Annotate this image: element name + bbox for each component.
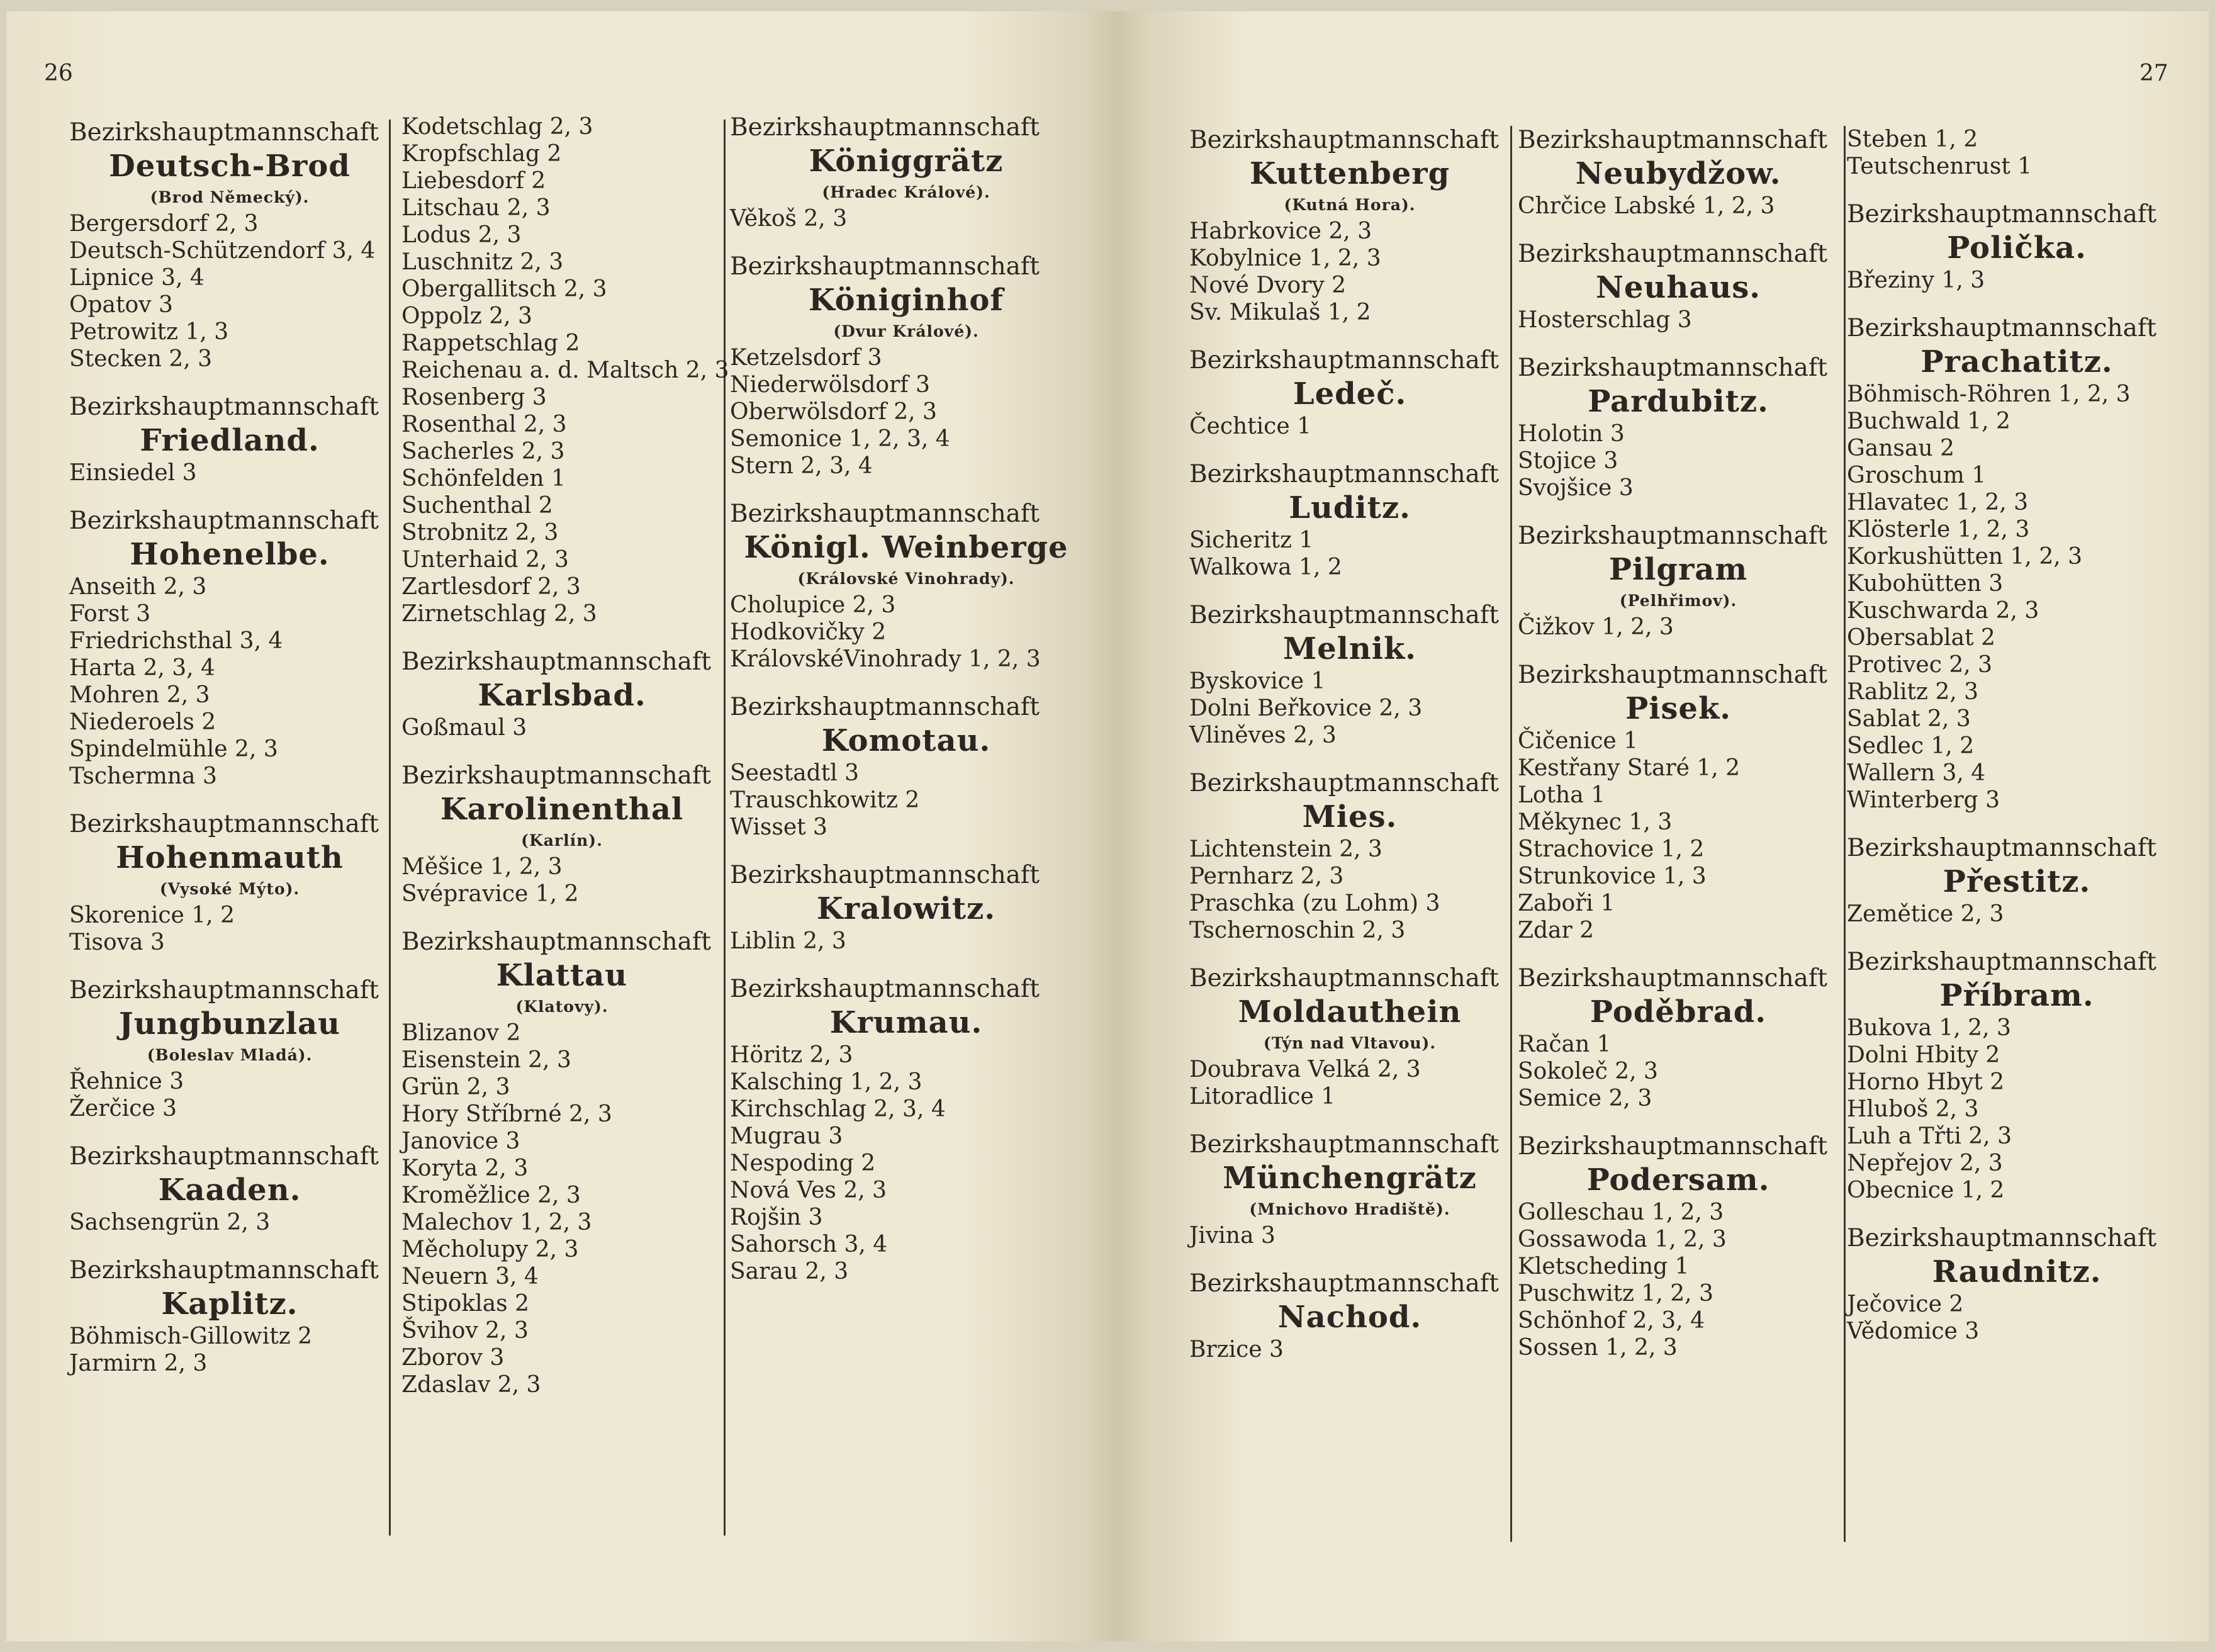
district-group bbox=[401, 761, 722, 907]
place-entry: Hluboš 2, 3 bbox=[1847, 1096, 1979, 1122]
place-entry: Holotin 3 bbox=[1518, 421, 1625, 447]
place-entry: Oberwölsdorf 2, 3 bbox=[730, 399, 937, 425]
district-czech-name: (Brod Německý). bbox=[150, 188, 310, 206]
district-czech-name: (Klatovy). bbox=[515, 997, 608, 1016]
place-entry: Měšice 1, 2, 3 bbox=[401, 854, 563, 880]
place-entry: Reichenau a. d. Maltsch 2, 3 bbox=[401, 357, 729, 383]
place-entry: Doubrava Velká 2, 3 bbox=[1189, 1057, 1421, 1082]
place-entry: Tschernoschin 2, 3 bbox=[1189, 918, 1406, 943]
district-header: Bezirkshauptmannschaft bbox=[730, 975, 1040, 1003]
place-entry: Stipoklas 2 bbox=[401, 1291, 529, 1317]
place-entry: Buchwald 1, 2 bbox=[1847, 408, 2010, 434]
district-header: Bezirkshauptmannschaft bbox=[69, 1142, 379, 1171]
place-entry: Gossawoda 1, 2, 3 bbox=[1518, 1227, 1727, 1252]
place-entry: Lipnice 3, 4 bbox=[69, 265, 205, 291]
place-entry: Opatov 3 bbox=[69, 292, 173, 318]
district-name: Mies. bbox=[1302, 799, 1398, 834]
place-entry: Klösterle 1, 2, 3 bbox=[1847, 517, 2030, 542]
place-entry: Obergallitsch 2, 3 bbox=[401, 276, 607, 302]
column-rule bbox=[1510, 126, 1512, 1542]
district-group bbox=[1847, 126, 2187, 180]
district-group bbox=[69, 1142, 390, 1236]
place-entry: Kroměžlice 2, 3 bbox=[401, 1183, 581, 1208]
page-number-left: 26 bbox=[44, 60, 73, 86]
column-4 bbox=[1189, 126, 1510, 1383]
district-header: Bezirkshauptmannschaft bbox=[1189, 346, 1499, 374]
place-entry: Svépravice 1, 2 bbox=[401, 881, 579, 907]
district-group bbox=[1518, 964, 1839, 1112]
district-header: Bezirkshauptmannschaft bbox=[730, 500, 1040, 528]
place-entry: Suchenthal 2 bbox=[401, 493, 553, 519]
place-entry: Nepřejov 2, 3 bbox=[1847, 1150, 2003, 1176]
place-entry: Einsiedel 3 bbox=[69, 460, 197, 486]
district-czech-name: (Karlín). bbox=[521, 831, 603, 850]
district-name: Nachod. bbox=[1277, 1300, 1422, 1335]
district-header: Bezirkshauptmannschaft bbox=[730, 252, 1040, 281]
place-entry: Stojice 3 bbox=[1518, 448, 1618, 474]
district-name: Königl. Weinberge bbox=[744, 530, 1068, 565]
district-header: Bezirkshauptmannschaft bbox=[69, 1256, 379, 1284]
place-entry: Bukova 1, 2, 3 bbox=[1847, 1015, 2011, 1041]
place-entry: Račan 1 bbox=[1518, 1031, 1612, 1057]
column-5 bbox=[1518, 126, 1839, 1381]
place-entry: Jivina 3 bbox=[1189, 1223, 1276, 1249]
place-entry: Goßmaul 3 bbox=[401, 715, 527, 741]
district-name: Kaaden. bbox=[158, 1172, 301, 1208]
district-group bbox=[1518, 240, 1839, 334]
district-czech-name: (Týn nad Vltavou). bbox=[1263, 1034, 1437, 1052]
district-group bbox=[1847, 1224, 2187, 1345]
place-entry: Trauschkowitz 2 bbox=[730, 787, 920, 813]
district-name: Hohenelbe. bbox=[130, 537, 330, 572]
place-entry: Tschermna 3 bbox=[69, 763, 217, 789]
place-entry: Svojšice 3 bbox=[1518, 475, 1634, 501]
place-entry: Obersablat 2 bbox=[1847, 625, 1995, 651]
place-entry: Blizanov 2 bbox=[401, 1020, 521, 1046]
place-entry: Lotha 1 bbox=[1518, 782, 1606, 808]
page-number-right: 27 bbox=[2139, 60, 2168, 86]
column-rule bbox=[1844, 126, 1846, 1542]
district-header: Bezirkshauptmannschaft bbox=[1518, 964, 1827, 992]
district-group bbox=[69, 118, 390, 373]
place-entry: Rojšin 3 bbox=[730, 1205, 823, 1230]
place-entry: Grün 2, 3 bbox=[401, 1074, 510, 1100]
column-6 bbox=[1847, 126, 2187, 1365]
place-entry: Sossen 1, 2, 3 bbox=[1518, 1335, 1678, 1361]
place-entry: Věkoš 2, 3 bbox=[730, 206, 848, 232]
district-name: Karlsbad. bbox=[478, 678, 646, 713]
district-name: Jungbunzlau bbox=[119, 1006, 340, 1042]
district-group bbox=[1189, 601, 1510, 749]
place-entry: Kodetschlag 2, 3 bbox=[401, 114, 593, 140]
district-group bbox=[1189, 460, 1510, 581]
district-group bbox=[1518, 522, 1839, 641]
place-entry: Hosterschlag 3 bbox=[1518, 307, 1692, 333]
district-name: Königinhof bbox=[808, 283, 1004, 318]
place-entry: Gansau 2 bbox=[1847, 435, 1954, 461]
district-header: Bezirkshauptmannschaft bbox=[730, 861, 1040, 889]
district-czech-name: (Dvur Králové). bbox=[833, 322, 979, 340]
district-group bbox=[401, 113, 729, 627]
district-group bbox=[1847, 200, 2187, 294]
district-name: Pilgram bbox=[1608, 552, 1748, 587]
place-entry: Obecnice 1, 2 bbox=[1847, 1177, 2005, 1203]
district-header: Bezirkshauptmannschaft bbox=[1518, 126, 1827, 154]
place-entry: Zborov 3 bbox=[401, 1345, 505, 1371]
place-entry: Kirchschlag 2, 3, 4 bbox=[730, 1096, 946, 1122]
place-entry: Zdar 2 bbox=[1518, 918, 1595, 943]
place-entry: Zdaslav 2, 3 bbox=[401, 1372, 541, 1398]
place-entry: Sachsengrün 2, 3 bbox=[69, 1210, 271, 1235]
district-header: Bezirkshauptmannschaft bbox=[1847, 834, 2156, 862]
place-entry: Nové Dvory 2 bbox=[1189, 273, 1347, 298]
place-entry: Mohren 2, 3 bbox=[69, 682, 210, 708]
place-entry: Březiny 1, 3 bbox=[1847, 267, 1985, 293]
district-name: Kuttenberg bbox=[1249, 156, 1450, 191]
place-entry: Petrowitz 1, 3 bbox=[69, 319, 229, 345]
district-name: Poděbrad. bbox=[1590, 994, 1767, 1030]
district-group bbox=[1518, 354, 1839, 502]
district-name: Moldauthein bbox=[1238, 994, 1462, 1030]
place-entry: Neuern 3, 4 bbox=[401, 1264, 539, 1290]
place-entry: Höritz 2, 3 bbox=[730, 1042, 853, 1068]
place-entry: Walkowa 1, 2 bbox=[1189, 554, 1342, 580]
place-entry: Wisset 3 bbox=[730, 814, 827, 840]
place-entry: Harta 2, 3, 4 bbox=[69, 655, 215, 681]
place-entry: Strobnitz 2, 3 bbox=[401, 520, 559, 546]
place-entry: Kropfschlag 2 bbox=[401, 141, 562, 167]
place-entry: Zaboři 1 bbox=[1518, 891, 1615, 916]
district-name: Luditz. bbox=[1289, 490, 1411, 525]
district-group bbox=[1189, 1269, 1510, 1363]
place-entry: Eisenstein 2, 3 bbox=[401, 1047, 571, 1073]
place-entry: Liebesdorf 2 bbox=[401, 168, 546, 194]
district-czech-name: (Královské Vinohrady). bbox=[797, 570, 1015, 588]
place-entry: Koryta 2, 3 bbox=[401, 1155, 529, 1181]
district-header: Bezirkshauptmannschaft bbox=[1518, 354, 1827, 382]
district-group bbox=[730, 975, 1082, 1285]
place-entry: Spindelmühle 2, 3 bbox=[69, 736, 278, 762]
place-entry: Nespoding 2 bbox=[730, 1150, 876, 1176]
place-entry: Kobylnice 1, 2, 3 bbox=[1189, 245, 1381, 271]
place-entry: Čičenice 1 bbox=[1518, 728, 1639, 754]
place-entry: Dolni Beřkovice 2, 3 bbox=[1189, 695, 1423, 721]
district-name: Karolinenthal bbox=[440, 792, 684, 827]
district-name: Pisek. bbox=[1625, 691, 1731, 726]
district-czech-name: (Pelhřimov). bbox=[1619, 592, 1737, 610]
district-header: Bezirkshauptmannschaft bbox=[401, 761, 711, 790]
place-entry: Žerčice 3 bbox=[69, 1096, 177, 1121]
column-3 bbox=[730, 113, 1082, 1305]
place-entry: Mugrau 3 bbox=[730, 1123, 843, 1149]
place-entry: Strachovice 1, 2 bbox=[1518, 836, 1705, 862]
place-entry: Ječovice 2 bbox=[1847, 1291, 1964, 1317]
district-group bbox=[1189, 126, 1510, 326]
district-name: Ledeč. bbox=[1293, 376, 1407, 412]
district-name: Prachatitz. bbox=[1921, 344, 2113, 379]
place-entry: Praschka (zu Lohm) 3 bbox=[1189, 891, 1440, 916]
place-entry: Janovice 3 bbox=[401, 1128, 520, 1154]
place-entry: Rablitz 2, 3 bbox=[1847, 679, 1979, 705]
district-header: Bezirkshauptmannschaft bbox=[1847, 314, 2156, 342]
place-entry: Semonice 1, 2, 3, 4 bbox=[730, 426, 950, 452]
district-group bbox=[69, 1256, 390, 1377]
place-entry: Litoradlice 1 bbox=[1189, 1084, 1336, 1110]
district-group bbox=[1518, 126, 1839, 220]
place-entry: Luh a Třti 2, 3 bbox=[1847, 1123, 2012, 1149]
district-header: Bezirkshauptmannschaft bbox=[69, 118, 379, 147]
place-entry: Friedrichsthal 3, 4 bbox=[69, 628, 283, 654]
district-group bbox=[730, 113, 1082, 232]
place-entry: Stecken 2, 3 bbox=[69, 346, 213, 372]
place-entry: Winterberg 3 bbox=[1847, 787, 2000, 813]
district-group bbox=[1189, 346, 1510, 440]
place-entry: Habrkovice 2, 3 bbox=[1189, 218, 1372, 244]
place-entry: Böhmisch-Gillowitz 2 bbox=[69, 1323, 313, 1349]
place-entry: Hlavatec 1, 2, 3 bbox=[1847, 490, 2029, 515]
district-group bbox=[730, 252, 1082, 480]
place-entry: Lichtenstein 2, 3 bbox=[1189, 836, 1382, 862]
place-entry: Bergersdorf 2, 3 bbox=[69, 211, 259, 237]
place-entry: Dolni Hbity 2 bbox=[1847, 1042, 2000, 1068]
place-entry: Sv. Mikulaš 1, 2 bbox=[1189, 300, 1371, 325]
district-name: Klattau bbox=[496, 958, 628, 993]
place-entry: Lodus 2, 3 bbox=[401, 222, 522, 248]
district-group bbox=[401, 648, 722, 741]
district-name: Komotau. bbox=[821, 723, 991, 758]
district-name: Königgrätz bbox=[809, 143, 1004, 179]
place-entry: Zirnetschlag 2, 3 bbox=[401, 601, 597, 627]
place-entry: Čižkov 1, 2, 3 bbox=[1518, 614, 1674, 640]
place-entry: Sarau 2, 3 bbox=[730, 1259, 849, 1284]
place-entry: Vědomice 3 bbox=[1847, 1318, 1980, 1344]
district-group bbox=[69, 393, 390, 486]
place-entry: Deutsch-Schützendorf 3, 4 bbox=[69, 238, 376, 264]
district-name: Neubydžow. bbox=[1575, 156, 1781, 191]
district-header: Bezirkshauptmannschaft bbox=[1518, 240, 1827, 268]
district-group bbox=[730, 861, 1082, 955]
place-entry: Zemětice 2, 3 bbox=[1847, 901, 2004, 927]
district-name: Kralowitz. bbox=[816, 891, 996, 926]
district-group bbox=[1518, 1132, 1839, 1361]
place-entry: Litschau 2, 3 bbox=[401, 195, 551, 221]
district-czech-name: (Hradec Králové). bbox=[822, 183, 990, 201]
district-header: Bezirkshauptmannschaft bbox=[1518, 661, 1827, 689]
district-name: Deutsch-Brod bbox=[109, 149, 350, 184]
place-entry: Řehnice 3 bbox=[69, 1069, 184, 1094]
district-name: Pardubitz. bbox=[1588, 384, 1769, 419]
place-entry: Steben 1, 2 bbox=[1847, 126, 1978, 152]
district-header: Bezirkshauptmannschaft bbox=[69, 393, 379, 421]
district-header: Bezirkshauptmannschaft bbox=[1847, 200, 2156, 228]
district-header: Bezirkshauptmannschaft bbox=[1518, 522, 1827, 550]
place-entry: Korkushütten 1, 2, 3 bbox=[1847, 544, 2083, 570]
place-entry: Oppolz 2, 3 bbox=[401, 303, 532, 329]
place-entry: Švihov 2, 3 bbox=[401, 1318, 529, 1344]
place-entry: Schönhof 2, 3, 4 bbox=[1518, 1308, 1705, 1334]
place-entry: Tisova 3 bbox=[69, 930, 165, 955]
place-entry: Kuschwarda 2, 3 bbox=[1847, 598, 2039, 624]
place-entry: Wallern 3, 4 bbox=[1847, 760, 1986, 786]
place-entry: Puschwitz 1, 2, 3 bbox=[1518, 1281, 1713, 1306]
place-entry: Semice 2, 3 bbox=[1518, 1086, 1652, 1111]
place-entry: Měcholupy 2, 3 bbox=[401, 1237, 579, 1262]
place-entry: Byskovice 1 bbox=[1189, 668, 1326, 694]
place-entry: Unterhaid 2, 3 bbox=[401, 547, 569, 573]
place-entry: Rosenberg 3 bbox=[401, 385, 547, 410]
place-entry: Skorenice 1, 2 bbox=[69, 902, 235, 928]
district-name: Polička. bbox=[1947, 230, 2087, 266]
place-entry: Schönfelden 1 bbox=[401, 466, 566, 492]
district-group bbox=[69, 810, 390, 956]
district-header: Bezirkshauptmannschaft bbox=[1189, 1269, 1499, 1298]
district-name: Příbram. bbox=[1939, 978, 2094, 1013]
place-entry: Strunkovice 1, 3 bbox=[1518, 863, 1707, 889]
district-header: Bezirkshauptmannschaft bbox=[1189, 601, 1499, 629]
district-header: Bezirkshauptmannschaft bbox=[1189, 1130, 1499, 1159]
district-group bbox=[1847, 834, 2187, 928]
district-header: Bezirkshauptmannschaft bbox=[401, 648, 711, 676]
district-header: Bezirkshauptmannschaft bbox=[1847, 948, 2156, 976]
place-entry: Sablat 2, 3 bbox=[1847, 706, 1971, 732]
place-entry: Sicheritz 1 bbox=[1189, 527, 1314, 553]
place-entry: Vliněves 2, 3 bbox=[1189, 722, 1337, 748]
place-entry: Hodkovičky 2 bbox=[730, 619, 887, 645]
place-entry: Brzice 3 bbox=[1189, 1337, 1284, 1363]
district-header: Bezirkshauptmannschaft bbox=[730, 113, 1040, 142]
district-name: Melnik. bbox=[1282, 631, 1416, 666]
place-entry: Chrčice Labské 1, 2, 3 bbox=[1518, 193, 1775, 219]
column-rule bbox=[724, 120, 726, 1536]
place-entry: Luschnitz 2, 3 bbox=[401, 249, 564, 275]
district-group bbox=[1847, 314, 2187, 814]
district-group bbox=[401, 928, 722, 1398]
place-entry: Kalsching 1, 2, 3 bbox=[730, 1069, 922, 1095]
place-entry: Pernharz 2, 3 bbox=[1189, 863, 1344, 889]
place-entry: Sedlec 1, 2 bbox=[1847, 733, 1975, 759]
place-entry: Niederwölsdorf 3 bbox=[730, 372, 930, 398]
place-entry: Jarmirn 2, 3 bbox=[69, 1351, 208, 1376]
place-entry: Cholupice 2, 3 bbox=[730, 592, 896, 618]
district-czech-name: (Boleslav Mladá). bbox=[147, 1046, 313, 1064]
district-group bbox=[1189, 769, 1510, 944]
place-entry: Niederoels 2 bbox=[69, 709, 216, 735]
place-entry: Sokoleč 2, 3 bbox=[1518, 1059, 1658, 1084]
place-entry: Kestřany Staré 1, 2 bbox=[1518, 755, 1741, 781]
district-group bbox=[1189, 964, 1510, 1110]
place-entry: Anseith 2, 3 bbox=[69, 574, 207, 600]
district-header: Bezirkshauptmannschaft bbox=[1189, 126, 1499, 154]
place-entry: Teutschenrust 1 bbox=[1847, 154, 2033, 179]
district-name: Münchengrätz bbox=[1223, 1160, 1477, 1196]
district-header: Bezirkshauptmannschaft bbox=[69, 976, 379, 1004]
place-entry: Liblin 2, 3 bbox=[730, 928, 846, 954]
district-name: Podersam. bbox=[1586, 1162, 1770, 1198]
place-entry: Čechtice 1 bbox=[1189, 413, 1311, 439]
place-entry: Hory Stříbrné 2, 3 bbox=[401, 1101, 612, 1127]
place-entry: Nová Ves 2, 3 bbox=[730, 1177, 887, 1203]
place-entry: Ketzelsdorf 3 bbox=[730, 345, 882, 371]
column-2 bbox=[401, 113, 729, 1419]
place-entry: Rappetschlag 2 bbox=[401, 330, 580, 356]
district-header: Bezirkshauptmannschaft bbox=[401, 928, 711, 956]
district-group bbox=[69, 507, 390, 790]
column-1 bbox=[69, 118, 390, 1397]
district-header: Bezirkshauptmannschaft bbox=[1189, 769, 1499, 797]
place-entry: Seestadtl 3 bbox=[730, 760, 860, 786]
district-header: Bezirkshauptmannschaft bbox=[1518, 1132, 1827, 1160]
district-name: Hohenmauth bbox=[116, 840, 344, 875]
place-entry: KrálovskéVinohrady 1, 2, 3 bbox=[730, 646, 1041, 672]
place-entry: Kletscheding 1 bbox=[1518, 1254, 1690, 1279]
district-name: Friedland. bbox=[140, 423, 320, 458]
district-group bbox=[1189, 1130, 1510, 1249]
district-header: Bezirkshauptmannschaft bbox=[730, 693, 1040, 721]
place-entry: Horno Hbyt 2 bbox=[1847, 1069, 2005, 1095]
district-group bbox=[730, 500, 1082, 673]
district-czech-name: (Vysoké Mýto). bbox=[159, 880, 300, 898]
district-header: Bezirkshauptmannschaft bbox=[69, 810, 379, 838]
place-entry: Golleschau 1, 2, 3 bbox=[1518, 1200, 1724, 1225]
district-group bbox=[69, 976, 390, 1122]
place-entry: Forst 3 bbox=[69, 601, 151, 627]
place-entry: Groschum 1 bbox=[1847, 463, 1987, 488]
district-czech-name: (Kutná Hora). bbox=[1284, 196, 1416, 214]
district-header: Bezirkshauptmannschaft bbox=[1189, 964, 1499, 992]
place-entry: Kubohütten 3 bbox=[1847, 571, 2004, 597]
place-entry: Protivec 2, 3 bbox=[1847, 652, 1993, 678]
place-entry: Zartlesdorf 2, 3 bbox=[401, 574, 581, 600]
place-entry: Böhmisch-Röhren 1, 2, 3 bbox=[1847, 381, 2131, 407]
place-entry: Sahorsch 3, 4 bbox=[730, 1232, 888, 1257]
place-entry: Rosenthal 2, 3 bbox=[401, 412, 567, 437]
place-entry: Malechov 1, 2, 3 bbox=[401, 1210, 592, 1235]
district-header: Bezirkshauptmannschaft bbox=[1189, 460, 1499, 488]
district-name: Přestitz. bbox=[1943, 864, 2091, 899]
place-entry: Stern 2, 3, 4 bbox=[730, 453, 873, 479]
district-name: Neuhaus. bbox=[1596, 270, 1761, 305]
place-entry: Sacherles 2, 3 bbox=[401, 439, 565, 464]
district-group bbox=[1847, 948, 2187, 1204]
district-name: Raudnitz. bbox=[1932, 1254, 2102, 1290]
district-name: Kaplitz. bbox=[161, 1286, 298, 1322]
district-group bbox=[1518, 661, 1839, 944]
district-czech-name: (Mnichovo Hradiště). bbox=[1249, 1200, 1450, 1218]
place-entry: Měkynec 1, 3 bbox=[1518, 809, 1673, 835]
district-name: Krumau. bbox=[829, 1005, 983, 1040]
district-header: Bezirkshauptmannschaft bbox=[1847, 1224, 2156, 1252]
district-group bbox=[730, 693, 1082, 841]
district-header: Bezirkshauptmannschaft bbox=[69, 507, 379, 535]
